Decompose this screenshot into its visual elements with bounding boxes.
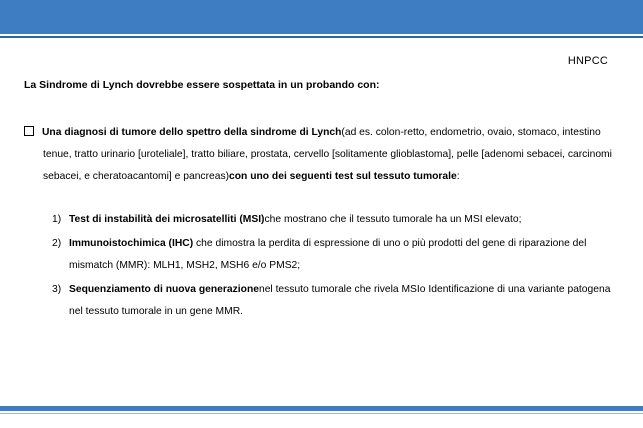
footer-divider xyxy=(0,413,643,414)
bullet-colon: : xyxy=(456,171,460,182)
test-list xyxy=(52,209,612,325)
list-item-title: Sequenziamento di nuova generazione xyxy=(69,284,259,295)
footer-band xyxy=(0,406,643,411)
list-item-text: che mostrano che il tessuto tumorale ha un MSI elevato; xyxy=(264,214,522,225)
header-band xyxy=(0,0,643,34)
bullet-paragraph xyxy=(24,122,624,188)
bullet-text: (ad es. colon-retto, endometrio, ovaio, stomaco, intestino tenue, tratto urinario [uroteliale], tratto biliare, prostata, cervello [solitamente glioblastoma], pelle [adenomi sebacei, carcinomi sebacei, e cheratoacantomi] e pancreas) xyxy=(43,127,612,182)
main-bullet xyxy=(24,122,624,188)
list-item-text: che dimostra la perdita di espressione di uno o più prodotti del gene di riparazione del mismatch (MMR): MLH1, MSH2, MSH6 e/o PMS2; xyxy=(69,238,587,271)
bullet-bold-condition: con uno dei seguenti test sul tessuto tumorale xyxy=(229,171,457,182)
bullet-bold-lead: Una diagnosi di tumore dello spettro della sindrome di Lynch xyxy=(42,127,342,138)
list-number: 3) xyxy=(52,284,62,295)
list-item xyxy=(52,279,612,323)
list-number: 1) xyxy=(52,214,62,225)
list-number: 2) xyxy=(52,238,62,249)
list-item xyxy=(52,209,612,231)
list-item-text: nel tessuto tumorale che rivela MSIo Identificazione di una variante patogena nel tessuto tumorale in un gene MMR. xyxy=(69,284,611,317)
list-item-title: Immunoistochimica (IHC) xyxy=(69,238,194,249)
list-item xyxy=(52,233,612,277)
list-item-title: Test di instabilità dei microsatelliti (MSI) xyxy=(69,214,265,225)
header-divider xyxy=(0,36,643,38)
checkbox-bullet-icon xyxy=(24,126,34,136)
slide-tag: HNPCC xyxy=(567,55,608,67)
intro-heading: La Sindrome di Lynch dovrebbe essere sospettata in un probando con: xyxy=(24,79,380,91)
